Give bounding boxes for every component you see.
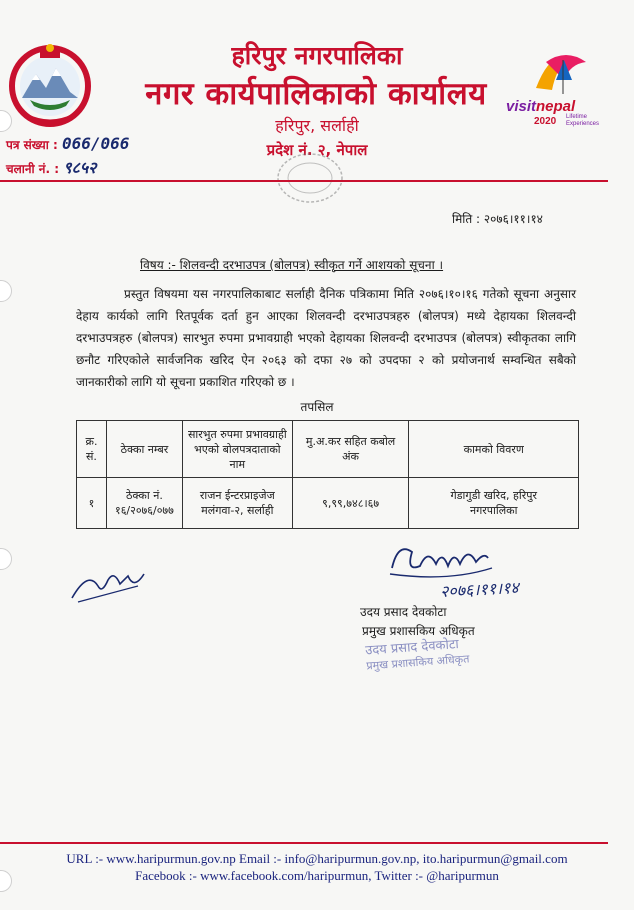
letter-body: प्रस्तुत विषयमा यस नगरपालिकाबाट सर्लाही दैनिक पत्रिकामा मिति २०७६।१०।१६ गतेको सूचना अनुसार देहाय कार्यको लागि रितपूर्वक दर्ता हुन आएका शिलवन्दी दरभाउपत्रहरु (बोलपत्र) मध्ये देहायका शिलवन्दी दरभाउपत्रहरु (बोलपत्र) सारभुत रुपमा प्रभावग्राही भएको देहायका शिलवन्दी दरभाउपत्र (बोलपत्र) स्वीकृतका लागि छनौट गरिएकोले सार्वजनिक खरिद ऐन २०६३ को दफा २७ को उपदफा २ को प्रयोजनार्थ सम्वन्धित सबैको जानकारीको लागि यो सूचना प्रकाशित गरिएको छ । — [76, 287, 576, 389]
col-header-work: कामको विवरण — [409, 421, 579, 478]
cell-work — [409, 478, 579, 529]
visit-nepal-year: 2020 — [534, 116, 557, 127]
cell-amount: ९,९९,७४८।६७ — [292, 478, 409, 529]
col-header-sn: क्र. सं. — [77, 421, 107, 478]
initials-signature-icon — [68, 566, 148, 606]
dispatch-number-label: चलानी नं. : — [6, 162, 60, 176]
letter-number-value: 066/066 — [61, 134, 130, 153]
bid-table — [76, 420, 579, 529]
officer-name: उदय प्रसाद देवकोटा — [360, 605, 447, 619]
binder-hole — [0, 548, 12, 570]
signature-date: २०७६।११।१४ — [439, 577, 520, 602]
visit-nepal-icon — [506, 50, 616, 130]
visit-nepal-tag2: Experiences — [566, 121, 600, 127]
cell-sn: १ — [77, 478, 107, 529]
office-name: नगर कार्यपालिकाको कार्यालय — [145, 76, 487, 112]
cell-work-line1: गेडागुडी खरिद, हरिपुर — [450, 489, 537, 502]
header-divider — [0, 180, 608, 182]
col-header-amount: मु.अ.कर सहित कबोल अंक — [292, 421, 409, 478]
col-header-bidder: सारभुत रुपमा प्रभावग्राही भएको बोलपत्रदाताको नाम — [182, 421, 292, 478]
cell-contract-line1: ठेक्का नं. — [126, 489, 163, 502]
annex-title: तपसिल — [300, 400, 334, 414]
stamp-line1: उदय प्रसाद देवकोटा — [364, 637, 460, 659]
dispatch-number-value: ९८५२ — [63, 158, 97, 177]
cell-work-line2: नगरपालिका — [469, 504, 518, 517]
office-place: हरिपुर, सर्लाही — [275, 116, 359, 135]
letter-subject: विषय :- शिलवन्दी दरभाउपत्र (बोलपत्र) स्वीकृत गर्ने आशयको सूचना । — [140, 258, 444, 272]
dispatch-number-row — [6, 156, 96, 178]
municipality-name: हरिपुर नगरपालिका — [231, 41, 403, 70]
officer-title: प्रमुख प्रशासकिय अधिकृत — [362, 624, 475, 638]
visit-nepal-logo — [506, 50, 616, 130]
cell-contract-line2: १६/२०७६/०७७ — [114, 504, 174, 517]
cell-bidder-line2: मलंगवा-२, सर्लाही — [201, 504, 274, 517]
officer-stamp — [365, 632, 498, 687]
office-province: प्रदेश नं. २, नेपाल — [266, 141, 368, 159]
footer-divider — [0, 842, 608, 844]
table-row — [77, 478, 579, 529]
footer-contact-line1: URL :- www.haripurmun.gov.np Email :- info@haripurmun.gov.np, ito.haripurmun@gmail.com — [66, 851, 568, 866]
visit-nepal-tag1: Lifetime — [566, 114, 588, 120]
cell-bidder-line1: राजन ईन्टरप्राइजेज — [199, 489, 275, 502]
cell-contract — [106, 478, 182, 529]
letter-number-label: पत्र संख्या : — [6, 138, 58, 152]
faded-seal-icon — [270, 148, 350, 208]
letter-number-row — [6, 134, 129, 153]
visit-nepal-word2: nepal — [536, 98, 576, 115]
stamp-line2: प्रमुख प्रशासकिय अधिकृत — [365, 652, 470, 673]
binder-hole — [0, 280, 12, 302]
footer-contact-line2: Facebook :- www.facebook.com/haripurmun, Twitter :- @haripurmun — [135, 868, 499, 883]
table-header-row — [77, 421, 579, 478]
letter-date: मिति : २०७६।११।१४ — [452, 212, 543, 226]
visit-nepal-word1: visit — [506, 98, 537, 115]
col-header-contract: ठेक्का नम्बर — [106, 421, 182, 478]
cell-bidder — [182, 478, 292, 529]
